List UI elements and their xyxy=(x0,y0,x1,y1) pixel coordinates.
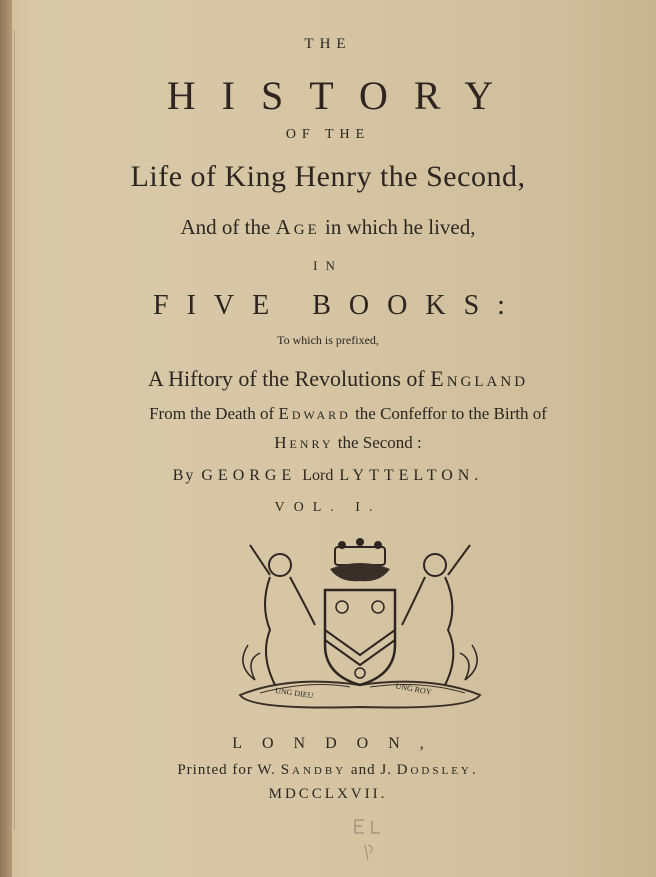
printer-sandby: Sandby xyxy=(280,762,347,778)
age-line-pre: And of the xyxy=(180,215,271,239)
title-of-the: OF THE xyxy=(285,127,371,142)
title-death-line xyxy=(0,404,656,424)
title-five-books: FIVE BOOKS: xyxy=(153,290,523,321)
author-lyttelton: LYTTELTON. xyxy=(339,467,484,484)
printed-and: and J. xyxy=(350,762,392,778)
title-life-line: Life of King Henry the Second, xyxy=(130,160,526,193)
title-volume: VOL. I. xyxy=(274,500,382,515)
motto-left: UNG DIEU xyxy=(274,685,314,701)
death-pre: From the Death of xyxy=(149,404,275,423)
age-word: Age xyxy=(275,215,320,239)
motto-right: UNG ROY xyxy=(394,681,433,697)
gutter-crease xyxy=(14,30,15,830)
age-line-post: in which he lived, xyxy=(325,215,476,239)
imprint-year: MDCCLXVII. xyxy=(268,786,388,802)
title-hiftory-line xyxy=(0,366,656,392)
title-henry-line xyxy=(0,433,656,453)
hiftory-pre: A Hiftory of the Revolutions of xyxy=(147,366,425,391)
title-the: THE xyxy=(304,36,352,52)
title-age-line xyxy=(0,215,656,240)
england-word: England xyxy=(430,366,529,391)
imprint-london: LONDON, xyxy=(232,735,444,752)
author-lord: Lord xyxy=(302,467,334,484)
title-prefixed: To which is prefixed, xyxy=(277,333,379,347)
title-in: IN xyxy=(313,258,343,273)
pencil-marking xyxy=(350,815,390,865)
by-word: By xyxy=(172,467,196,484)
printer-dodsley: Dodsley. xyxy=(396,762,479,778)
henry-post: the Second : xyxy=(337,433,422,452)
author-george: GEORGE xyxy=(201,467,297,484)
coat-of-arms-engraving xyxy=(230,535,490,720)
henry-word: Henry xyxy=(274,433,334,452)
edward-word: Edward xyxy=(278,404,351,423)
printed-pre: Printed for W. xyxy=(177,762,276,778)
imprint-printed-for xyxy=(0,762,656,779)
death-post: the Confeffor to the Birth of xyxy=(355,404,547,423)
title-history: HISTORY xyxy=(166,73,520,118)
title-author-line xyxy=(0,467,656,485)
